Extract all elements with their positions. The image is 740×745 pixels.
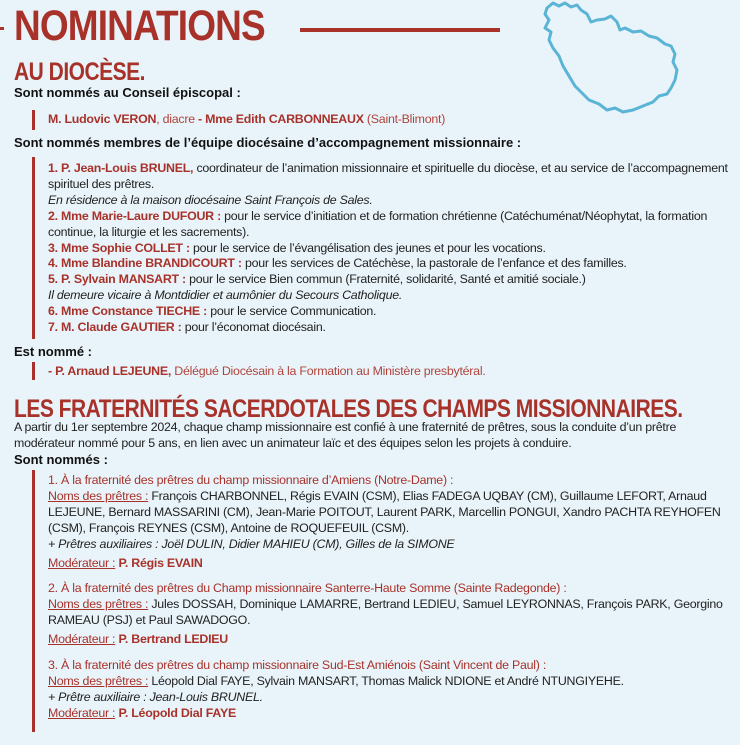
- group-title: 3. À la fraternité des prêtres du champ missionnaire Sud-Est Amiénois (Saint Vincent de Paul) :: [48, 658, 547, 673]
- moderator-label: Modérateur :: [48, 705, 116, 720]
- names-label: Noms des prêtres :: [48, 597, 149, 612]
- title-rule: [300, 28, 500, 32]
- moderator-label: Modérateur :: [48, 555, 116, 570]
- place-text: (Saint-Blimont): [363, 112, 446, 126]
- role-text: , diacre: [156, 112, 195, 126]
- group-title: 1. À la fraternité des prêtres du champ missionnaire d’Amiens (Notre-Dame) :: [48, 473, 454, 487]
- person-name: 3. Mme Sophie COLLET :: [48, 240, 190, 255]
- names-label: Noms des prêtres :: [48, 488, 149, 503]
- fraternity-list: [48, 473, 728, 722]
- auxiliary-text: + Prêtres auxiliaires : Joël DULIN, Didier MAHIEU (CM), Gilles de la SIMONE: [48, 536, 455, 551]
- equipe-label: Sont nommés membres de l’équipe diocésaine d’accompagnement missionnaire :: [14, 135, 522, 150]
- equipe-list: [48, 161, 728, 336]
- intro-paragraph: A partir du 1er septembre 2024, chaque champ missionnaire est confié à une fraternité de prêtres, sous la conduite d’un prêtre modérateur nommé pour 5 ans, en lien avec un animateur laïc et des équipes selon les projets à conduire.: [14, 420, 677, 450]
- names-label: Noms des prêtres :: [48, 673, 149, 688]
- sont-nommes-label: Sont nommés :: [14, 452, 108, 467]
- fraternity-group: [48, 581, 728, 648]
- quote-bar: [32, 362, 35, 380]
- role-text: pour le service d’initiation et de formation chrétienne (Catéchuménat/Néophytat, la formation continue, la liturgie et les sacrements).: [48, 208, 708, 239]
- fraternity-group: [48, 658, 728, 722]
- person-name: 6. Mme Constance TIECHE :: [48, 304, 207, 319]
- fraternity-group: [48, 473, 728, 571]
- map-outline-icon: [525, 0, 700, 120]
- role-text: pour le service Bien commun (Fraternité, solidarité, Santé et amitié sociale.): [185, 272, 586, 287]
- person-name: 1. P. Jean-Louis BRUNEL,: [48, 161, 194, 175]
- note-text: En résidence à la maison diocésaine Saint François de Sales.: [48, 192, 373, 207]
- moderator-name: P. Bertrand LEDIEU: [115, 632, 229, 647]
- person-name: 2. Mme Marie-Laure DUFOUR :: [48, 208, 221, 223]
- role-text: pour les services de Catéchèse, la pastorale de l’enfance et des familles.: [241, 256, 627, 271]
- note-text: Il demeure vicaire à Montdidier et aumônier du Secours Catholique.: [48, 288, 403, 303]
- moderator-name: P. Régis EVAIN: [115, 555, 203, 570]
- separator: -: [194, 112, 206, 126]
- quote-bar: [32, 470, 35, 732]
- role-text: pour le service de l’évangélisation des jeunes et pour les vocations.: [189, 240, 546, 255]
- est-item: [48, 364, 728, 380]
- conseil-label: Sont nommés au Conseil épiscopal :: [14, 85, 241, 100]
- list-item: [48, 304, 728, 320]
- group-title: 2. À la fraternité des prêtres du Champ missionnaire Santerre-Haute Somme (Sainte Radegonde) :: [48, 581, 567, 596]
- person-name: Mme Edith CARBONNEAUX: [205, 112, 364, 126]
- list-item: [48, 272, 728, 304]
- quote-bar: [32, 157, 35, 339]
- section-heading-fraternites: LES FRATERNITÉS SACERDOTALES DES CHAMPS MISSIONNAIRES.: [14, 395, 683, 423]
- person-name: M. Ludovic VERON: [48, 112, 157, 126]
- auxiliary-text: + Prêtre auxiliaire : Jean-Louis BRUNEL.: [48, 689, 263, 704]
- est-label: Est nommé :: [14, 344, 93, 359]
- decorative-dash: [0, 27, 4, 30]
- role-text: Délégué Diocésain à la Formation au Ministère presbytéral.: [171, 364, 486, 378]
- person-name: 4. Mme Blandine BRANDICOURT :: [48, 256, 242, 271]
- list-item: [48, 320, 728, 336]
- names-text: Léopold Dial FAYE, Sylvain MANSART, Thomas Malick NDIONE et André NTUNGIYEHE.: [148, 673, 624, 688]
- names-text: Jules DOSSAH, Dominique LAMARRE, Bertrand LEDIEU, Samuel LEYRONNAS, François PARK, Georgino RAMEAU (PSJ) et Paul SAWADOGO.: [48, 597, 723, 628]
- person-name: - P. Arnaud LEJEUNE,: [48, 364, 172, 378]
- list-item: [48, 256, 728, 272]
- list-item: [48, 209, 728, 241]
- role-text: pour le service Communication.: [207, 304, 377, 319]
- conseil-item: [48, 112, 728, 128]
- section-heading-diocese: AU DIOCÈSE.: [14, 58, 145, 86]
- names-text: François CHARBONNEL, Régis EVAIN (CSM), Elias FADEGA UQBAY (CM), Guillaume LEFORT, Arnaud LEJEUNE, Bernard MASSARINI (CM), Jean-Marie POITOUT, Laurent PARK, Marcellin PONGUI, Xandro PACHTA REYHOFEN (CSM), François REYNES (CSM), Antoine de ROQUEFEUIL (CSM).: [48, 488, 721, 535]
- moderator-label: Modérateur :: [48, 632, 116, 647]
- page-title: NOMINATIONS: [14, 2, 265, 50]
- role-text: pour l’économat diocésain.: [181, 320, 326, 335]
- moderator-name: P. Léopold Dial FAYE: [115, 705, 237, 720]
- list-item: [48, 161, 728, 209]
- role-text: coordinateur de l’animation missionnaire et spirituelle du diocèse, et au service de l’accompagnement spirituel des prêtres.: [48, 161, 728, 191]
- list-item: [48, 241, 728, 257]
- quote-bar: [32, 110, 35, 130]
- person-name: 5. P. Sylvain MANSART :: [48, 272, 186, 287]
- person-name: 7. M. Claude GAUTIER :: [48, 320, 182, 335]
